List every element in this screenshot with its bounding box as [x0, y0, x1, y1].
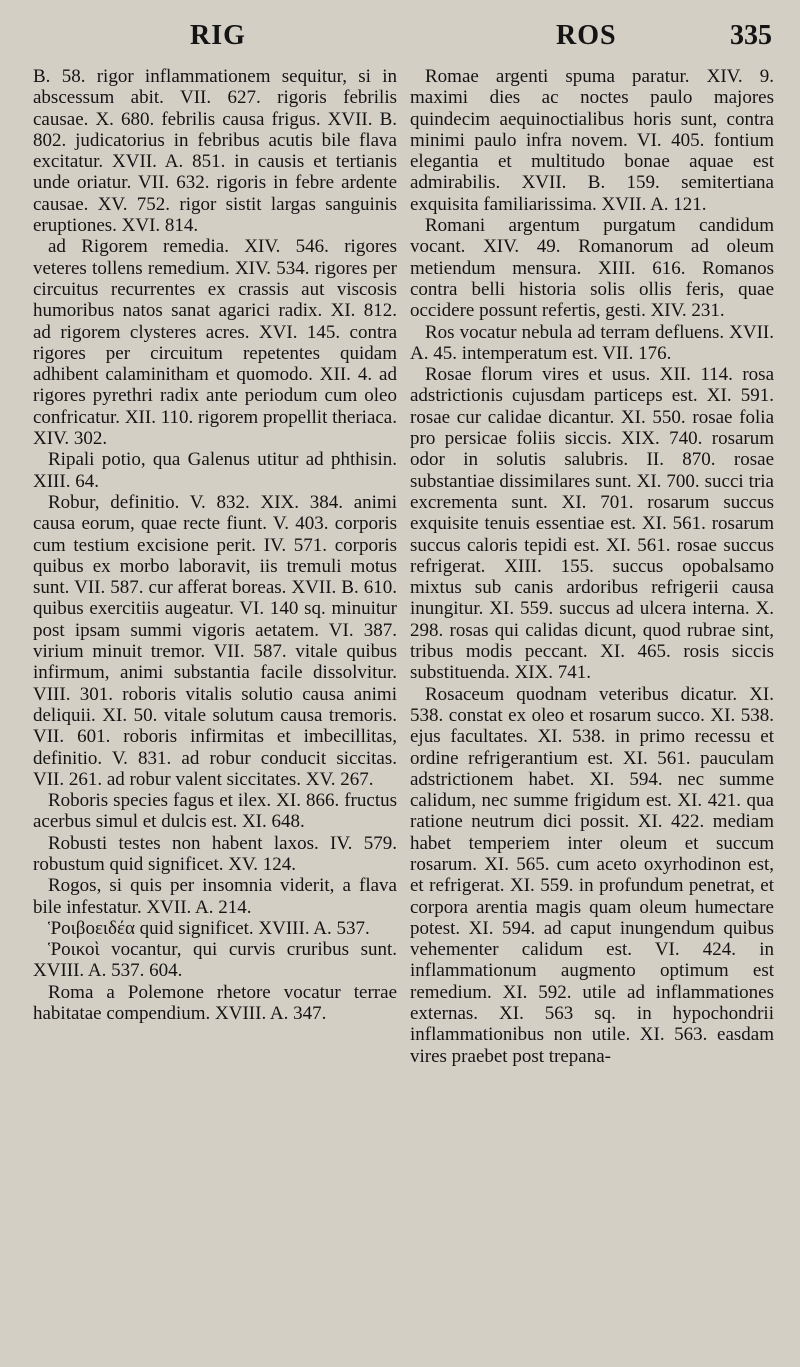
index-entry: Roboris species fagus et ilex. XI. 866. fructus acerbus simul et dulcis est. XI. 648.: [33, 790, 397, 833]
index-entry: Ripali potio, qua Galenus utitur ad phthisin. XIII. 64.: [33, 449, 397, 492]
index-entry: Robusti testes non habent laxos. IV. 579. robustum quid significet. XV. 124.: [33, 832, 397, 875]
index-entry: Ῥοιβοειδέα quid significet. XVIII. A. 537.: [48, 917, 370, 939]
index-entry: B. 58. rigor inflammationem sequitur, si in abscessum abit. VII. 627. rigoris febrilis causae. X. 680. febrilis causa frigus. XVII. B. 802. judicatorius in febribus acutis bile flava excitatur. XVII. A. 851. in causis et tertianis unde oriatur. VII. 632. rigoris in febre ardente causae. XV. 752. rigor sistit largas sanguinis eruptiones. XVI. 814.: [33, 66, 397, 237]
index-entry: ad Rigorem remedia. XIV. 546. rigores veteres tollens remedium. XIV. 534. rigores per circuitus recurrentes ex crassis aut viscosis humoribus natos sanat agarici radix. XI. 812. ad rigorem clysteres acres. XVI. 145. contra rigores per circuitum repetentes quidam adhibent calaminitham et quomodo. XII. 4. ad rigores pyrethri radix ante periodum cum oleo confricatur. XII. 110. rigorem propellit theriaca. XIV. 302.: [33, 236, 397, 450]
index-entry: Robur, definitio. V. 832. XIX. 384. animi causa eorum, quae recte fiunt. V. 403. corporis cum testium excisione perit. IV. 571. corporis quibus ex morbo laboravit, iis tremuli motus sunt. VII. 587. cur afferat boreas. XVII. B. 610. quibus exercitiis augeatur. VI. 140 sq. minuitur post ipsam summi vigoris aetatem. VI. 387. virium minuit tremor. VII. 587. vitale quibus infirmum, animi substantia facile dissolvitur. VIII. 301. roboris vitalis solutio causa animi deliquii. XI. 50. vitale solutum causa tremoris. VII. 601. roboris infirmitas et imbecillitas, definitio. V. 831. ad robur conducit siccitas. VII. 261. ad robur valent siccitates. XV. 267.: [33, 491, 397, 790]
index-entry: Ros vocatur nebula ad terram defluens. XVII. A. 45. intemperatum est. VII. 176.: [410, 321, 774, 364]
right-column: [410, 66, 774, 1067]
index-entry: Romae argenti spuma paratur. XIV. 9. maximi dies ac noctes paulo majores quindecim aequinoctialibus horis sunt, contra minimi paulo infra novem. VI. 405. fontium elegantia et multitudo bonae aquae est admirabilis. XVII. B. 159. semitertiana exquisita familiarissima. XVII. A. 121.: [410, 66, 774, 215]
left-column: [33, 66, 397, 1024]
page-number: 335: [730, 20, 772, 51]
index-entry: Rosaceum quodnam veteribus dicatur. XI. 538. constat ex oleo et rosarum succo. XI. 538. ejus facultates. XI. 538. in primo recessu et ordine refrigerantium est. XI. 561. pauculam adstrictionem habet. XI. 594. nec summe calidum, nec summe frigidum est. XI. 421. qua ratione neutrum dici possit. XI. 422. mediam habet temperiem inter oleum et succum rosarum. XI. 565. cum aceto oxyrhodinon est, et refrigerat. XI. 559. in profundum penetrat, et corpora arentia magis quam oleum humectare potest. XI. 594. ad caput inungendum quibus vehementer calidum est. VI. 424. in inflammationum augmento optimum est remedium. XI. 592. utile ad inflammationes externas. XI. 563 sq. in hypochondrii inflammationibus non utile. XI. 563. easdam vires praebet post trepana-: [410, 683, 774, 1067]
index-entry: Rosae florum vires et usus. XII. 114. rosa adstrictionis cujusdam particeps est. XI. 591. rosae cur calidae dicantur. XI. 550. rosae folia pro persicae foliis siccis. XIX. 740. rosarum odor in solutis salubris. II. 870. rosae substantiae dissimilares sunt. XI. 700. succi tria excrementa sunt. XI. 701. rosarum succus exquisite tenuis essentiae est. XI. 561. rosarum succus caloris tepidi est. XI. 561. rosae succus refrigerat. XIII. 155. succus opobalsamo mixtus sub canis ardoribus refrigerii causa inungitur. XI. 559. succus ad ulcera interna. X. 298. rosas qui calidas dicunt, quod rubrae sint, tribus modis peccant. XI. 465. rosis siccis substituenda. XIX. 741.: [410, 364, 774, 684]
index-entry: Roma a Polemone rhetore vocatur terrae habitatae compendium. XVIII. A. 347.: [33, 981, 397, 1025]
header-right-word: ROS: [556, 20, 617, 51]
index-entry: Rogos, si quis per insomnia viderit, a flava bile infestatur. XVII. A. 214.: [33, 875, 397, 918]
index-entry: Romani argentum purgatum candidum vocant. XIV. 49. Romanorum ad oleum metiendum mensura. XIII. 616. Romanos contra belli historia solis ollis feris, quae occidere possunt refertis, gesti. XIV. 231.: [410, 215, 774, 322]
header-left-word: RIG: [190, 20, 246, 51]
running-header: [30, 18, 772, 58]
index-entry: Ῥοικοὶ vocantur, qui curvis cruribus sunt. XVIII. A. 537. 604.: [33, 939, 397, 982]
